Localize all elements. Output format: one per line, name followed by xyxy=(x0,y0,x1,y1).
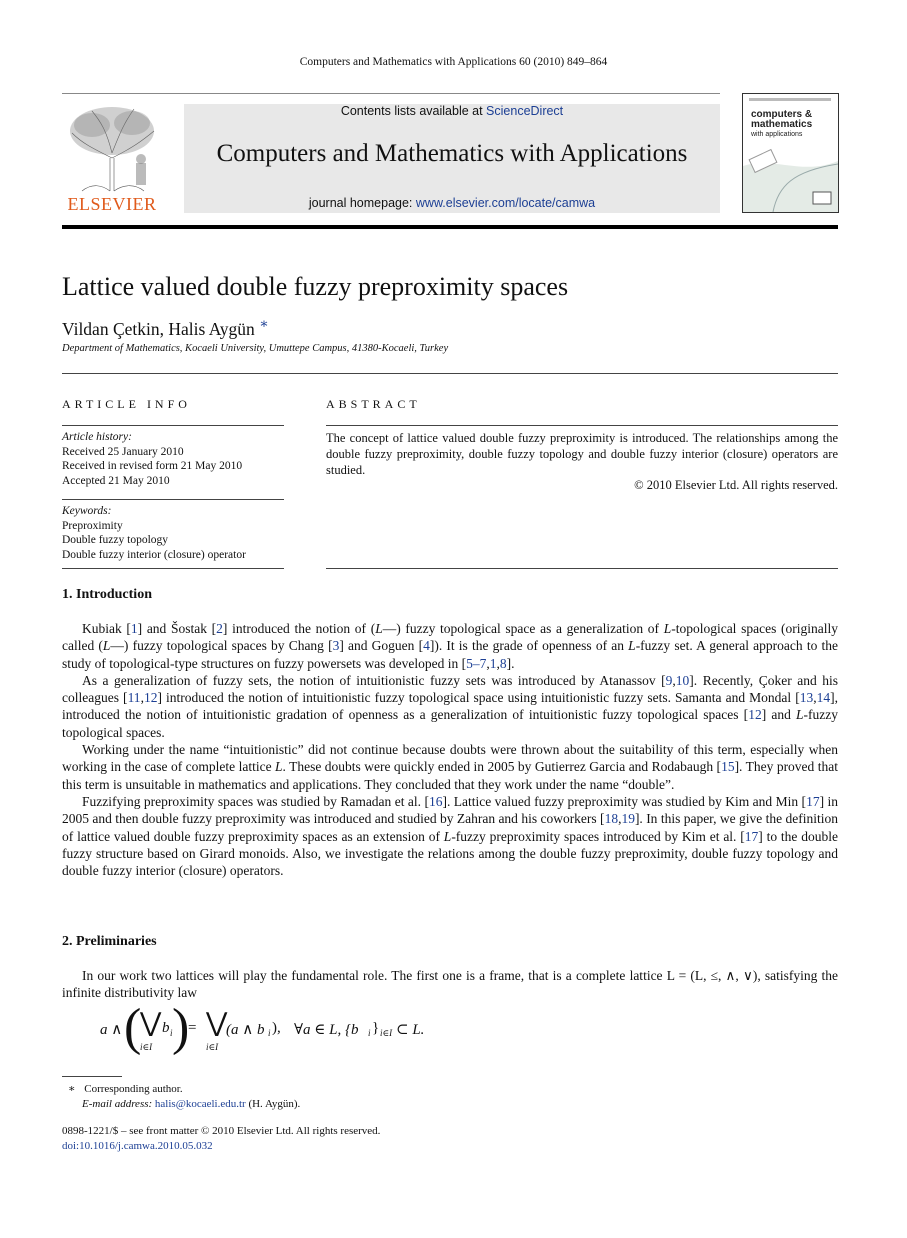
history-entry: Accepted 21 May 2010 xyxy=(62,474,170,487)
masthead-thick-rule xyxy=(62,225,838,229)
formula-index: i∈I xyxy=(206,1042,219,1052)
formula-left-paren: ( xyxy=(124,999,142,1056)
abstract-bottom-rule xyxy=(326,568,838,569)
contents-prefix: Contents lists available at xyxy=(340,104,487,118)
article-info-rule xyxy=(62,425,284,426)
keyword: Double fuzzy interior (closure) operator xyxy=(62,548,246,561)
formula-right-paren: ) xyxy=(172,999,190,1056)
citation[interactable]: 15 xyxy=(721,759,735,775)
introduction-body xyxy=(62,620,838,879)
citation[interactable]: 10 xyxy=(675,672,690,688)
corresponding-footnote xyxy=(68,1082,183,1095)
footnote-rule xyxy=(62,1076,122,1077)
history-entry: Received in revised form 21 May 2010 xyxy=(62,460,243,472)
affiliation: Department of Mathematics, Kocaeli University, Umuttepe Campus, 41380-Kocaeli, Turkey xyxy=(62,343,449,354)
formula-sub: i xyxy=(268,1028,271,1038)
citation[interactable]: 17 xyxy=(744,828,759,844)
formula-brace: } xyxy=(372,1020,380,1036)
preliminaries-body xyxy=(62,967,838,1002)
formula-forall: ∀a ∈ L, {b xyxy=(294,1022,359,1038)
paragraph: In our work two lattices will play the fundamental role. The first one is a frame, that is a complete lattice L = (L, ≤, ∧, ∨), satisfying the infinite distributivity law xyxy=(62,968,838,1001)
section-heading-introduction: 1. Introduction xyxy=(62,587,152,602)
paragraph: As a generalization of fuzzy sets, the notion of intuitionistic fuzzy sets was introduced by Atanassov [9,10]. Recently, Çoker and his colleagues [11,12] introduced the notion of intuitionistic fuzzy topological space using intuitionistic fuzzy sets. Samanta and Mondal [13,14], introduced the notion of intuitionistic gradation of openness as a generalization of intuitionistic fuzzy topological spaces [12] and L-fuzzy topological spaces. xyxy=(62,672,839,740)
contents-line xyxy=(184,104,720,118)
author-list xyxy=(62,316,269,340)
section-heading-preliminaries: 2. Preliminaries xyxy=(62,934,157,949)
formula-index: i∈I xyxy=(380,1028,393,1038)
citation[interactable]: 14 xyxy=(816,690,831,706)
formula-rhs-close: ), xyxy=(272,1020,281,1036)
homepage-line xyxy=(184,196,720,210)
abstract-rule xyxy=(326,425,838,426)
publisher-name: ELSEVIER xyxy=(67,194,157,214)
abstract-text: The concept of lattice valued double fuzzy preproximity is introduced. The relationships among the double fuzzy preproximity, double fuzzy topology and double fuzzy interior (closure) operators are studied. xyxy=(326,431,838,477)
keywords-label: Keywords: xyxy=(62,505,112,517)
authors: Vildan Çetkin, Halis Aygün xyxy=(62,318,255,339)
formula-rhs: (a ∧ b xyxy=(226,1022,265,1038)
masthead-rule xyxy=(62,93,720,94)
doi-link[interactable]: doi:10.1016/j.camwa.2010.05.032 xyxy=(62,1140,213,1152)
cover-title-line: computers & xyxy=(751,109,813,120)
formula-subset: ⊂ L. xyxy=(396,1022,425,1038)
corresponding-author-mark[interactable]: ∗ xyxy=(259,317,269,332)
email-link[interactable]: halis@kocaeli.edu.tr xyxy=(154,1098,246,1110)
history-label: Article history: xyxy=(62,431,132,443)
cover-title xyxy=(751,110,835,140)
history-entry: Received 25 January 2010 xyxy=(62,445,184,458)
citation[interactable]: 3 xyxy=(332,638,340,654)
copyright: © 2010 Elsevier Ltd. All rights reserved. xyxy=(634,478,838,492)
citation[interactable]: 4 xyxy=(423,638,430,654)
title-rule xyxy=(62,373,838,374)
cover-graphic xyxy=(743,146,838,212)
citation[interactable]: 1 xyxy=(489,655,497,671)
email-name: (H. Aygün). xyxy=(248,1098,301,1110)
keywords-rule xyxy=(62,499,284,500)
formula-b: b xyxy=(162,1020,170,1036)
formula-sub: i xyxy=(170,1028,173,1038)
article-title: Lattice valued double fuzzy preproximity spaces xyxy=(62,272,569,301)
paragraph: Working under the name “intuitionistic” did not continue because doubts were thrown about the suitability of this term, especially when working in the case of complete lattice L. These doubts were quickly ended in 2005 by Gutierrez Garcia and Rodabaugh [15]. They proved that this term is unsuitable in mathematics and applications. They concluded that they work under the name “double”. xyxy=(62,742,838,792)
citation[interactable]: 5–7 xyxy=(466,655,487,671)
corresponding-mark: ∗ xyxy=(68,1083,76,1095)
formula-index: i∈I xyxy=(140,1042,153,1052)
email-footnote xyxy=(82,1098,300,1110)
citation[interactable]: 19 xyxy=(621,811,635,827)
citation[interactable]: 12 xyxy=(748,707,762,723)
paragraph: Fuzzifying preproximity spaces was studied by Ramadan et al. [16]. Lattice valued fuzzy preproximity was studied by Kim and Min [17] in 2005 and then double fuzzy preproximity was introduced and studied by Zahran and his coworkers [18,19]. In this paper, we give the definition of lattice valued double fuzzy preproximity spaces as an extension of L-fuzzy preproximity spaces introduced by Kim et al. [17] to the double fuzzy structure based on Girard monoids. Also, we investigate the relations among the double fuzzy preproximity, double fuzzy topology and double fuzzy interior (closure) operators. xyxy=(62,793,838,879)
formula-bigvee: ⋁ xyxy=(140,1008,162,1037)
keyword: Double fuzzy topology xyxy=(62,534,169,546)
homepage-prefix: journal homepage: xyxy=(308,196,416,210)
journal-title: Computers and Mathematics with Applications xyxy=(216,140,688,167)
citation[interactable]: 2 xyxy=(216,621,223,636)
citation[interactable]: 8 xyxy=(499,655,507,671)
paragraph: Kubiak [1] and Šostak [2] introduced the notion of (L—) fuzzy topological space as a generalization of L-topological spaces (originally called (L—) fuzzy topological spaces by Chang [3] and Goguen [4]). It is the grade of openness of an L-fuzzy set. A general approach to the study of topological-type structures on fuzzy powersets was developed in [5–7,1,8]. xyxy=(62,621,838,671)
journal-homepage-link[interactable]: www.elsevier.com/locate/camwa xyxy=(415,196,596,210)
email-label: E-mail address: xyxy=(82,1098,153,1110)
article-history xyxy=(62,430,284,488)
corresponding-text: Corresponding author. xyxy=(84,1083,183,1095)
keywords xyxy=(62,504,284,562)
formula-lhs: a ∧ xyxy=(100,1022,123,1038)
sciencedirect-link[interactable]: ScienceDirect xyxy=(486,104,564,118)
citation[interactable]: 13 xyxy=(799,690,814,706)
citation[interactable]: 17 xyxy=(806,793,820,809)
journal-cover-thumbnail xyxy=(742,93,839,213)
citation[interactable]: 12 xyxy=(143,690,158,706)
cover-title-line: mathematics xyxy=(751,119,813,130)
formula-bigvee: ⋁ xyxy=(206,1008,228,1037)
article-info-heading: ARTICLE INFO xyxy=(62,397,191,411)
info-bottom-rule xyxy=(62,568,284,569)
running-header: Computers and Mathematics with Applications 60 (2010) 849–864 xyxy=(299,56,608,68)
cover-header-bar xyxy=(749,98,831,101)
citation[interactable]: 18 xyxy=(604,811,619,827)
front-matter: 0898-1221/$ – see front matter © 2010 Elsevier Ltd. All rights reserved. xyxy=(62,1125,381,1137)
citation[interactable]: 9 xyxy=(665,672,673,688)
citation[interactable]: 16 xyxy=(428,793,443,809)
formula-sub: i xyxy=(368,1028,371,1038)
cover-title-line: with applications xyxy=(751,131,803,138)
formula-equals: = xyxy=(188,1020,197,1036)
citation[interactable]: 1 xyxy=(130,621,138,636)
citation[interactable]: 11 xyxy=(127,690,141,706)
keyword: Preproximity xyxy=(62,519,123,532)
abstract-heading: ABSTRACT xyxy=(326,397,421,411)
